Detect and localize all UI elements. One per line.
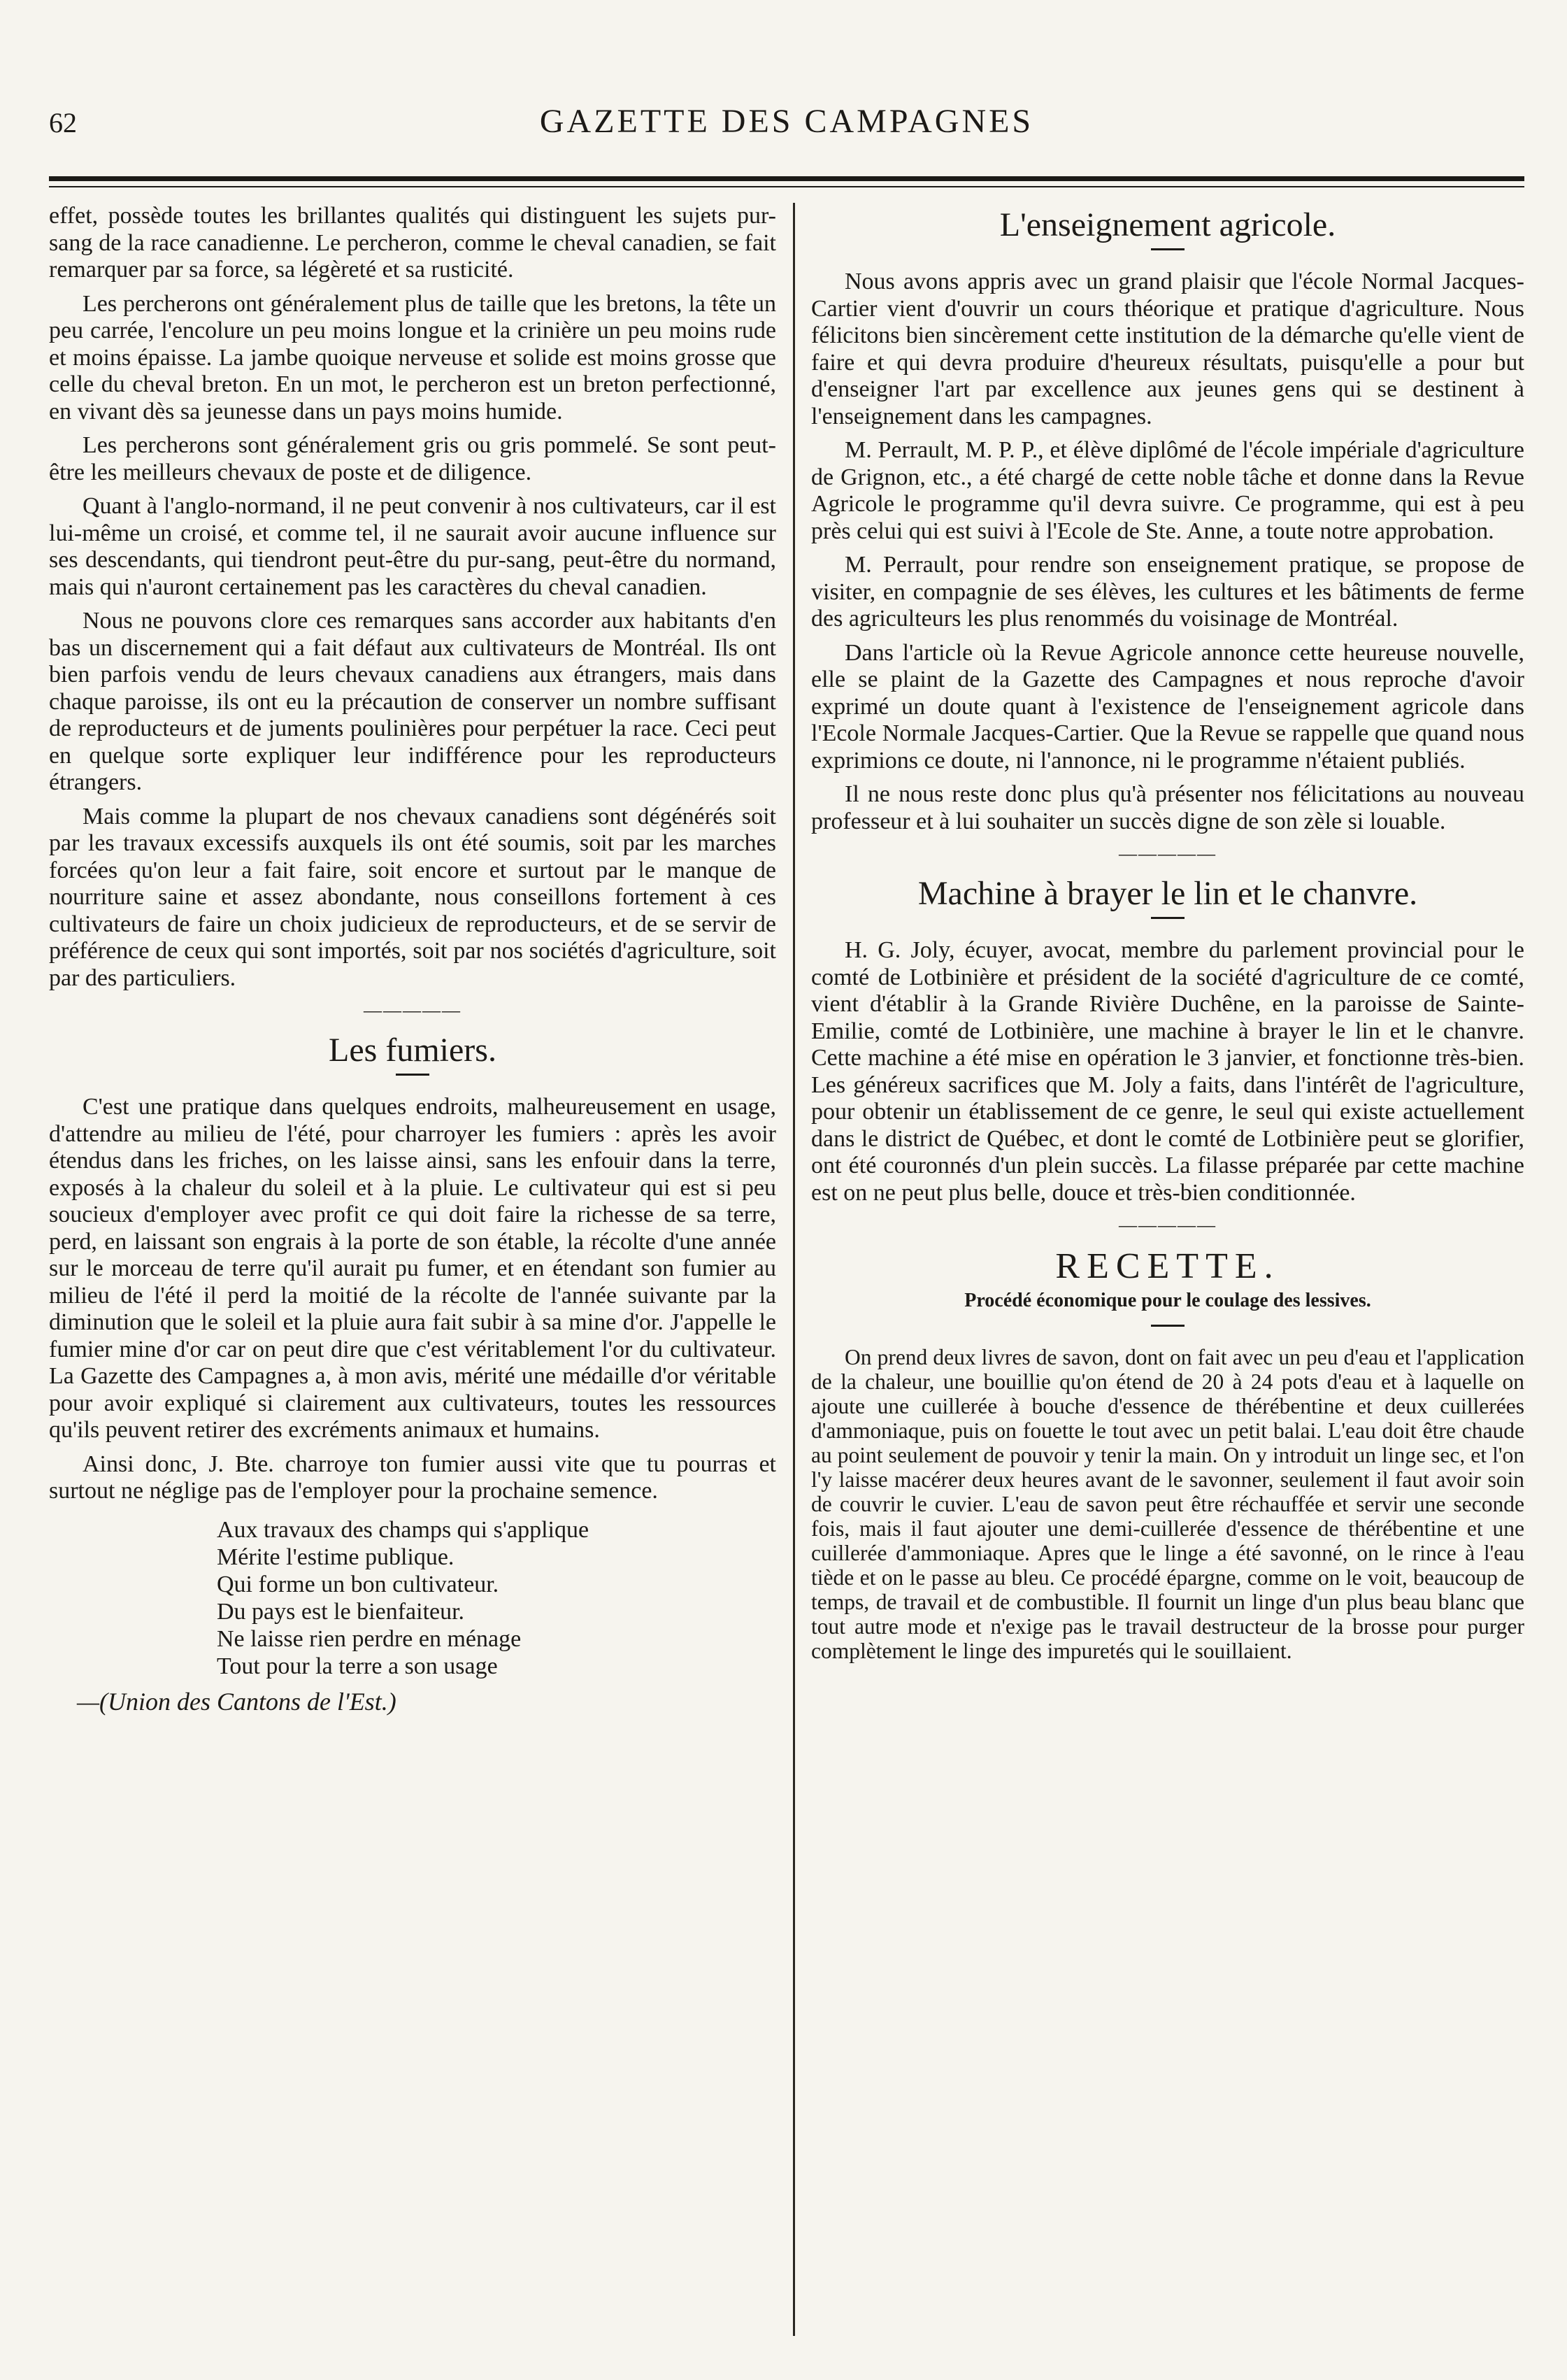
article-paragraph: effet, possède toutes les brillantes qualités qui distinguent les sujets pur-sang de la race canadienne. Le percheron, comme le cheval canadien, se fait remarquer par sa force, sa légèreté et sa rusticité. bbox=[49, 203, 776, 283]
poem-line: Qui forme un bon cultivateur. bbox=[217, 1571, 499, 1597]
article-paragraph: H. G. Joly, écuyer, avocat, membre du parlement provincial pour le comté de Lotbinière et président de la société d'agriculture de ce comté, vient d'établir à la Grande Rivière Duchêne, en la paroisse de Sainte-Emilie, comté de Lotbinière, une machine à brayer le lin et le chanvre. Cette machine a été mise en opération le 3 janvier, et fonctionne très-bien. Les généreux sacrifices que M. Joly a faits, dans l'intérêt de l'agriculture, pour obtenir un établissement de ce genre, le seul qui existe actuellement dans le district de Québec, et dont le comté de Lotbinière peut se glorifier, ont été couronnés d'un plein succès. La filasse préparée par cette machine est on ne peut plus belle, douce et très-bien conditionnée. bbox=[811, 937, 1524, 1206]
header-rule-thin bbox=[49, 186, 1524, 187]
title-dash bbox=[396, 1074, 429, 1076]
enseignement-article bbox=[811, 206, 1524, 835]
article-paragraph: Quant à l'anglo-normand, il ne peut convenir à nos cultivateurs, car il est lui-même un croisé, et comme tel, il ne saurait avoir aucune influence sur ses descendants, qui tiendront peut-être du pur-sang, peut-être du normand, mais qui n'auront certainement pas les caractères du cheval canadien. bbox=[49, 493, 776, 600]
title-dash bbox=[1151, 1325, 1185, 1327]
article-paragraph: C'est une pratique dans quelques endroits, malheureusement en usage, d'attendre au milieu de l'été, pour charroyer les fumiers : après les avoir étendus dans les friches, on les laisse ainsi, sans les enfouir dans la terre, exposés à la chaleur du soleil et à la pluie. Le cultivateur qui est si peu soucieux d'employer avec profit ce qui doit faire la richesse de sa terre, perd, en laissant son engrais à la porte de son étable, la récolte d'une année sur le morceau de terre qu'il aurait pu fumer, et en étendant son fumier au milieu de l'été il perd la moitié de la récolte de l'année suivante par la diminution que le soleil et la pluie aura fait subir à sa mine d'or. J'appelle le fumier mine d'or car on peut dire que c'est véritablement l'or du cultivateur. La Gazette des Campagnes a, à mon avis, mérité une médaille d'or véritable pour avoir expliqué si clairement aux cultivateurs, toutes les ressources qu'ils peuvent retirer des excréments animaux et humains. bbox=[49, 1094, 776, 1443]
article-paragraph: Il ne nous reste donc plus qu'à présenter nos félicitations au nouveau professeur et à lui souhaiter un succès digne de son zèle si louable. bbox=[811, 781, 1524, 834]
right-column bbox=[811, 203, 1524, 1670]
header-rule-thick bbox=[49, 176, 1524, 181]
article-paragraph: Ainsi donc, J. Bte. charroye ton fumier aussi vite que tu pourras et surtout ne néglige pas de l'employer pour la prochaine semence. bbox=[49, 1451, 776, 1504]
section-title: Les fumiers. bbox=[329, 1032, 496, 1069]
publication-title: GAZETTE DES CAMPAGNES bbox=[539, 103, 1034, 140]
article-paragraph: Nous ne pouvons clore ces remarques sans accorder aux habitants d'en bas un discernement qui a fait défaut aux cultivateurs de Montréal. Ils ont bien parfois vendu de leurs chevaux canadiens aux étrangers, mais dans chaque paroisse, ils ont eu la précaution de conserver un nombre suffisant de reproducteurs et de juments poulinières pour perpétuer la race. Ceci peut en quelque sorte expliquer leur indifférence pour les reproducteurs étrangers. bbox=[49, 608, 776, 795]
column-divider bbox=[793, 203, 795, 2336]
machine-article bbox=[811, 874, 1524, 1206]
article-paragraph: Les percherons sont généralement gris ou gris pommelé. Se sont peut-être les meilleurs chevaux de poste et de diligence. bbox=[49, 432, 776, 485]
section-ornament bbox=[811, 1215, 1524, 1236]
article-paragraph: Mais comme la plupart de nos chevaux canadiens sont dégénérés soit par les travaux excessifs auxquels ils ont été soumis, soit par les marches forcées qu'on leur a fait faire, soit encore et surtout par le manque de nourriture saine et assez abondante, nous conseillons fortement à ces cultivateurs de faire un choix judicieux de reproducteurs, et de se servir de préférence de ceux qui sont importés, soit par nos sociétés d'agriculture, soit par des particuliers. bbox=[49, 803, 776, 991]
section-title: L'enseignement agricole. bbox=[999, 206, 1336, 243]
article-paragraph: Nous avons appris avec un grand plaisir que l'école Normal Jacques-Cartier vient d'ouvrir un cours théorique et pratique d'agriculture. Nous félicitons bien sincèrement cette institution de la démarche qu'elle vient de faire et qui devra produire d'heureux résultats, puisqu'elle a pour but d'enseigner l'art par excellence aux jeunes gens qui se destinent à l'enseignement dans les campagnes. bbox=[811, 269, 1524, 429]
section-ornament bbox=[49, 1000, 776, 1021]
article-paragraph: M. Perrault, pour rendre son enseignement pratique, se propose de visiter, en compagnie de ses élèves, les cultures et les bâtiments de ferme des agriculteurs les plus renommés du voisinage de Montréal. bbox=[811, 552, 1524, 632]
article-paragraph: M. Perrault, M. P. P., et élève diplômé de l'école impériale d'agriculture de Grignon, etc., a été chargé de cette noble tâche et donne dans la Revue Agricole le programme qu'il devra suivre. Ce programme, qui est à peu près celui qui est suivi à l'Ecole de Ste. Anne, a toute notre approbation. bbox=[811, 437, 1524, 544]
section-subtitle: Procédé économique pour le coulage des lessives. bbox=[964, 1290, 1371, 1311]
newspaper-page bbox=[49, 63, 1524, 2343]
poem-line: Mérite l'estime publique. bbox=[217, 1544, 455, 1570]
page-header bbox=[49, 63, 1524, 140]
poem bbox=[217, 1516, 776, 1680]
poem-line: Ne laisse rien perdre en ménage bbox=[217, 1625, 522, 1652]
poem-line: Tout pour la terre a son usage bbox=[217, 1653, 498, 1679]
article-paragraph: Dans l'article où la Revue Agricole annonce cette heureuse nouvelle, elle se plaint de la Gazette des Campagnes et nous reproche d'avoir exprimé un doute quant à l'existence de l'enseignement agricole dans l'Ecole Normale Jacques-Cartier. Que la Revue se rappelle que quand nous exprimions ce doute, ni l'annonce, ni le programme n'étaient publiés. bbox=[811, 639, 1524, 774]
article-source: —(Union des Cantons de l'Est.) bbox=[77, 1687, 396, 1716]
article-paragraph: On prend deux livres de savon, dont on fait avec un peu d'eau et l'application de la chaleur, une bouillie qu'on étend de 20 à 24 pots d'eau et à laquelle on ajoute une cuillerée à bouche d'essence de thérébentine et deux cuillerées d'ammoniaque, puis on fouette le tout avec un petit balai. L'eau doit être chaude au point seulement de pouvoir y tenir la main. On y introduit un linge sec, et l'on l'y laisse macérer deux heures avant de le savonner, seulement il faut avoir soin de couvrir le cuvier. L'eau de savon peut être réchauffée et servir une seconde fois, mais il faut ajouter une demi-cuillerée d'essence de thérébentine et une cuillerée d'ammoniaque. Apres que le linge a été savonné, on le rince à l'eau tiède et on le passe au bleu. Ce procédé épargne, comme on le voit, beaucoup de temps, de travail et de combustible. Il fournit un linge d'un plus beau blanc que tout autre mode et n'exige pas le travail destructeur de la brosse pour purger complètement le linge des impuretés qui le souillaient. bbox=[811, 1345, 1524, 1663]
left-column bbox=[49, 203, 776, 1716]
section-title: Machine à brayer le lin et le chanvre. bbox=[917, 875, 1418, 912]
poem-line: Du pays est le bienfaiteur. bbox=[217, 1598, 465, 1625]
recette-article bbox=[811, 1246, 1524, 1663]
page-number: 62 bbox=[49, 107, 77, 138]
section-title: RECETTE. bbox=[1055, 1246, 1280, 1286]
poem-line: Aux travaux des champs qui s'applique bbox=[217, 1516, 589, 1543]
fumiers-article bbox=[49, 1031, 776, 1716]
percheron-article bbox=[49, 203, 776, 992]
article-paragraph: Les percherons ont généralement plus de taille que les bretons, la tête un peu carrée, l'encolure un peu moins longue et la crinière un peu moins rude et moins épaisse. La jambe quoique nerveuse et solide est moins grosse que celle du cheval breton. En un mot, le percheron est un breton perfectionné, en vivant dès sa jeunesse dans un pays moins humide. bbox=[49, 290, 776, 425]
title-dash bbox=[1151, 248, 1185, 250]
title-dash bbox=[1151, 917, 1185, 919]
section-ornament bbox=[811, 843, 1524, 864]
